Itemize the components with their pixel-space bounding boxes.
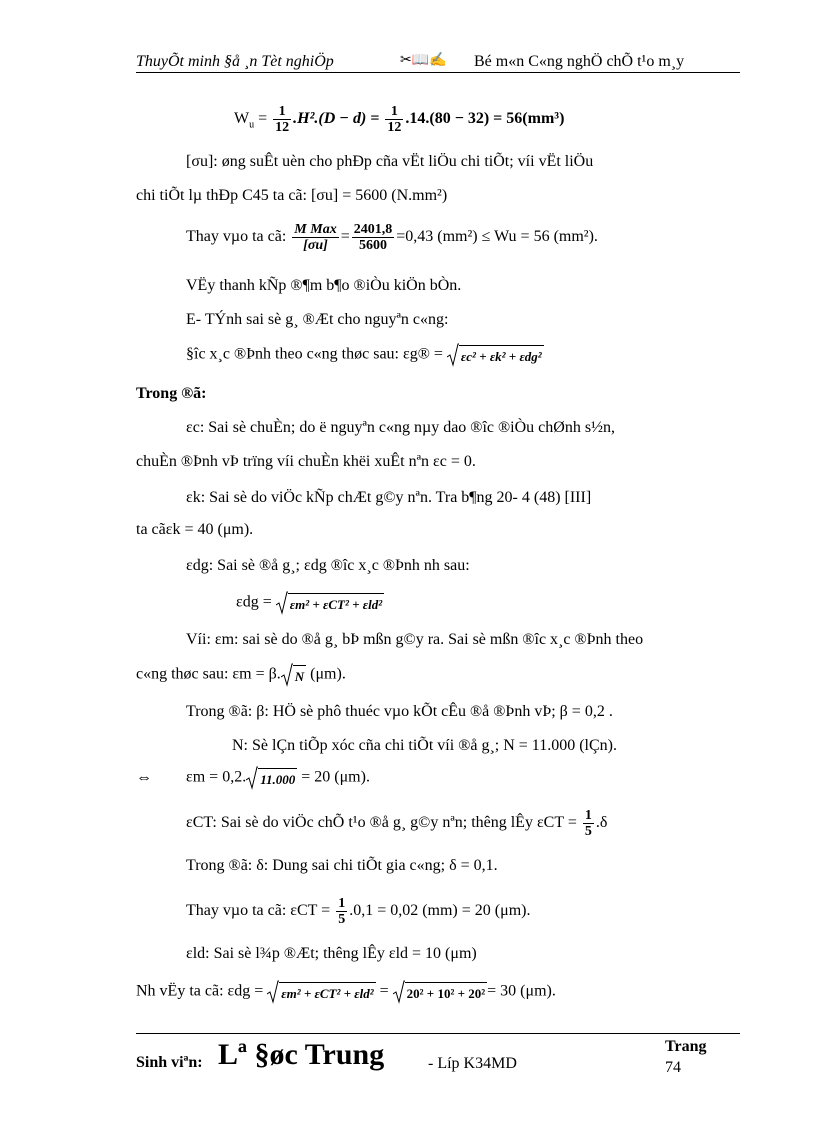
eps-gd-pre: §îc x¸c ®Þnh theo c«ng thøc sau: εg® = [186,345,443,363]
footer-rule [136,1033,740,1034]
wu-frac2-num: 1 [385,104,403,120]
eps-m-2-pre: c«ng thøc sau: εm = β. [136,665,281,683]
eps-m-calc-pre: εm = 0,2. [186,768,247,786]
eps-m-2-rad: N [293,665,306,686]
wu-expr2: .14.(80 − 32) = 56(mm³) [405,110,565,128]
footer-class: - Líp K34MD [428,1055,517,1072]
sub-frac2-den: 5600 [358,238,387,253]
footer-student-name: Lª §øc Trung [218,1038,385,1071]
eps-ct-frac-num: 1 [584,808,592,823]
section-e: E- TÝnh sai sè g¸ ®Æt cho nguyªn c«ng: [186,311,449,328]
final-line [136,980,556,1004]
eps-dg-formula-pre: εdg = [236,593,272,611]
substitute-post: =0,43 (mm²) ≤ Wu = 56 (mm²). [396,228,598,246]
sigma-cont: chi tiÕt lµ thÐp C45 ta cã: [σu] = 5600 (N.mm²) [136,187,448,204]
eps-dg-sqrt [276,591,384,615]
eps-m-1: Víi: εm: sai sè do ®å g¸ bÞ mßn g©y ra. Sai sè mßn ®îc x¸c ®Þnh theo [186,631,644,648]
eps-dg-1: εdg: Sai sè ®å g¸; εdg ®îc x¸c ®Þnh nh sau: [186,557,470,574]
eps-ct-calc-post: .0,1 = 0,02 (mm) = 20 (μm). [349,902,531,920]
eps-ld-line: εld: Sai sè l¾p ®Æt; thêng lÊy εld = 10 (μm) [186,945,477,962]
final-sqrt-1 [267,980,375,1004]
substitute-line: Thay vµo ta cã: $\frac{\text{M Max}}{[\sigma u]}$ = $\frac{2401,8}{5600}$ =0,43 (mm²) ≤ Wu = 56 (mm²). [186,222,598,253]
wu-frac2-den: 12 [387,120,402,135]
sub-frac-den: [σu] [303,238,328,253]
footer-student-label: Sinh viªn: [136,1054,203,1071]
formula-wu: $W_u$ = $\frac{1}{12}$ .H².(D − d) = $\frac{1}{12}$ .14.(80 − 32) = 56(mm³) [234,104,565,135]
wu-frac1-den: 12 [275,120,290,135]
eps-dg-rad: εm² + εCT² + εld² [288,593,384,614]
eps-ct-calc-pre: Thay vµo ta cã: εCT = [186,902,331,920]
eps-gd-line [186,343,544,367]
header-title-right: Bé m«n C«ng nghÖ chÕ t¹o m¸y [474,53,685,70]
eps-ct-pre: εCT: Sai sè do viÖc chÕ t¹o ®å g¸ g©y nªn; thêng lÊy εCT = [186,814,577,832]
eps-m-2-post: (μm). [310,665,346,683]
equivalence-arrow: ⇔ [136,769,152,786]
wu-expr1: .H².(D − d) = [293,110,380,128]
footer-page-number: 74 [665,1059,681,1076]
eps-m-2 [136,663,346,687]
final-pre: Nh vËy ta cã: εdg = [136,982,264,1000]
n-line: N: Sè lÇn tiÕp xóc cña chi tiÕt víi ®å g¸; N = 11.000 (lÇn). [232,737,617,754]
conclusion: VËy thanh kÑp ®¶m b¶o ®iÒu kiÖn bÒn. [186,277,462,294]
eps-m-sqrt [281,663,306,687]
eps-c-2: chuÈn ®Þnh vÞ trïng víi chuÈn khëi xuÊt nªn εc = 0. [136,453,476,470]
substitute-pre: Thay vµo ta cã: [186,228,287,246]
beta-line: Trong ®ã: β: HÖ sè phô thuéc vµo kÕt cÊu ®å ®Þnh vÞ; β = 0,2 . [186,703,613,720]
eps-m-calc [186,766,370,790]
eps-ct-calc-frac-den: 5 [338,912,346,927]
delta-line: Trong ®ã: δ: Dung sai chi tiÕt gia c«ng; δ = 0,1. [186,857,498,874]
header-rule [136,72,740,73]
final-post: = 30 (μm). [487,982,556,1000]
eps-ct-calc-frac-num: 1 [338,896,346,911]
wu-lhs-sub: u [249,119,255,131]
final-eq: = [379,982,389,1000]
eps-m-calc-sqrt [246,766,297,790]
sub-frac2-num: 2401,8 [353,222,393,237]
wu-lhs: W [234,110,250,128]
sub-frac-num: M Max [294,222,337,237]
eps-dg-formula [236,591,384,615]
eps-gd-sqrt [447,343,544,367]
final-sqrt-2 [393,980,488,1004]
eps-m-calc-rad: 11.000 [258,768,297,789]
header-icons: ✂📖✍ [400,53,447,68]
footer-page-label: Trang [665,1038,707,1055]
eps-ct-frac-den: 5 [584,824,592,839]
eps-k-2: ta cãεk = 40 (μm). [136,521,254,538]
eps-c-1: εc: Sai sè chuÈn; do ë nguyªn c«ng nµy dao ®îc ®iÒu chØnh s½n, [186,419,616,436]
final-rad2: 20² + 10² + 20² [405,982,488,1003]
eps-k-1: εk: Sai sè do viÖc kÑp chÆt g©y nªn. Tra b¶ng 20- 4 (48) [III] [186,489,592,506]
eps-ct-post: .δ [595,814,608,832]
eps-ct-line [186,808,607,839]
eps-gd-rad: εc² + εk² + εdg² [459,345,544,366]
header-title-left: ThuyÕt minh §å ¸n Tèt nghiÖp [136,53,334,70]
sigma-intro: [σu]: øng suÊt uèn cho phÐp cña vËt liÖu chi tiÕt; víi vËt liÖu [186,153,594,170]
eps-ct-calc [186,896,530,927]
wu-frac1-num: 1 [273,104,291,120]
trong-do-heading: Trong ®ã: [136,385,207,402]
final-rad1: εm² + εCT² + εld² [279,982,375,1003]
eps-m-calc-post: = 20 (μm). [301,768,370,786]
